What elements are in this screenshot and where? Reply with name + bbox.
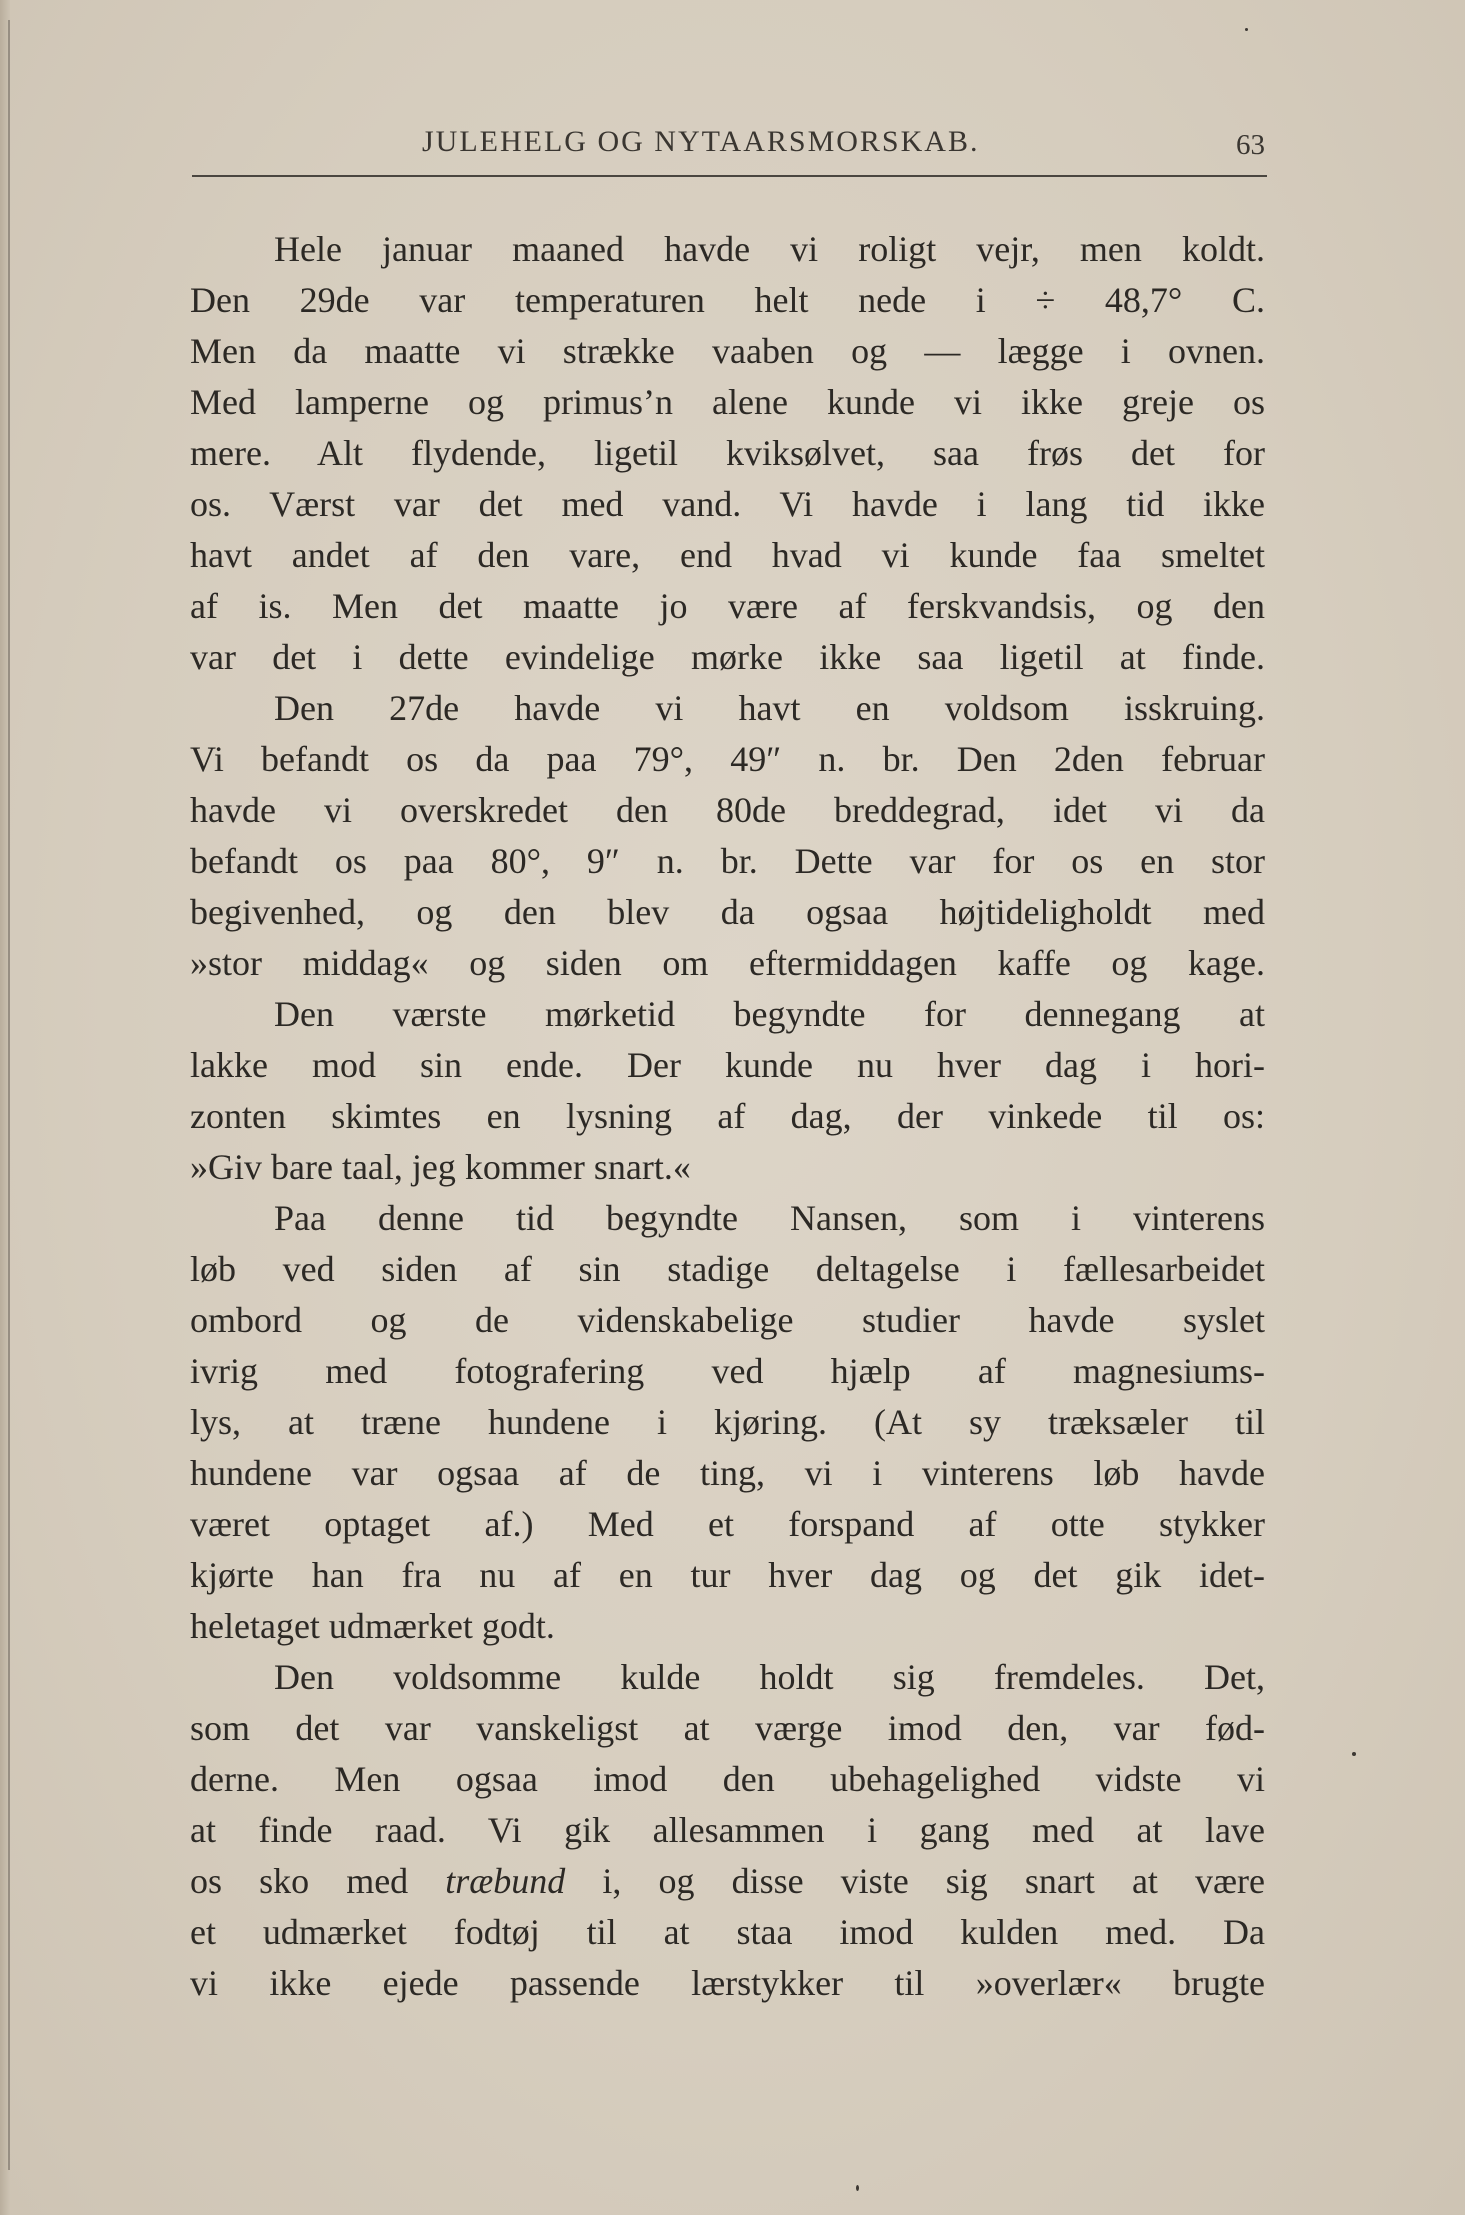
text-line: kjørte han fra nu af en tur hver dag og det gik idet- xyxy=(190,1555,1265,1595)
text-line: var det i dette evindelige mørke ikke saa ligetil at finde. xyxy=(190,637,1265,677)
text-line: som det var vanskeligst at værge imod den, var fød- xyxy=(190,1708,1265,1748)
text-line: Paa denne tid begyndte Nansen, som i vinterens xyxy=(274,1198,1265,1238)
text-line: lys, at træne hundene i kjøring. (At sy træksæler til xyxy=(190,1402,1265,1442)
text-line: lakke mod sin ende. Der kunde nu hver dag i hori- xyxy=(190,1045,1265,1085)
page-number: 63 xyxy=(1236,129,1265,161)
text-line: et udmærket fodtøj til at staa imod kulden med. Da xyxy=(190,1912,1265,1952)
running-title: JULEHELG OG NYTAARSMORSKAB. xyxy=(422,125,980,158)
text-line: hundene var ogsaa af de ting, vi i vinterens løb havde xyxy=(190,1453,1265,1493)
text-line: Den værste mørketid begyndte for dennegang at xyxy=(274,994,1265,1034)
text-line: derne. Men ogsaa imod den ubehagelighed vidste vi xyxy=(190,1759,1265,1799)
text-line: »stor middag« og siden om eftermiddagen kaffe og kage. xyxy=(190,943,1265,983)
text-line: af is. Men det maatte jo være af ferskvandsis, og den xyxy=(190,586,1265,626)
text-line: Men da maatte vi strække vaaben og — lægge i ovnen. xyxy=(190,331,1265,371)
text-line: havde vi overskredet den 80de breddegrad, idet vi da xyxy=(190,790,1265,830)
text-line: havt andet af den vare, end hvad vi kunde faa smeltet xyxy=(190,535,1265,575)
body-text xyxy=(190,224,1265,2009)
speck xyxy=(1352,1752,1356,1756)
text-line: heletaget udmærket godt. xyxy=(190,1606,555,1646)
text-line: begivenhed, og den blev da ogsaa højtideligholdt med xyxy=(190,892,1265,932)
text-line: at finde raad. Vi gik allesammen i gang med at lave xyxy=(190,1810,1265,1850)
text-line: Vi befandt os da paa 79°, 49″ n. br. Den 2den februar xyxy=(190,739,1265,779)
text-line: »Giv bare taal, jeg kommer snart.« xyxy=(190,1147,691,1187)
text-line xyxy=(190,1856,1265,1907)
text-segment: os sko med xyxy=(190,1861,446,1901)
text-line: Den 29de var temperaturen helt nede i ÷ 48,7° C. xyxy=(190,280,1265,320)
header-rule xyxy=(192,175,1267,177)
page-header xyxy=(190,125,1265,165)
text-line: Den voldsomme kulde holdt sig fremdeles. Det, xyxy=(274,1657,1265,1697)
text-line: Den 27de havde vi havt en voldsom isskruing. xyxy=(274,688,1265,728)
text-line: befandt os paa 80°, 9″ n. br. Dette var for os en stor xyxy=(190,841,1265,881)
text-line: Med lamperne og primus’n alene kunde vi ikke greje os xyxy=(190,382,1265,422)
speck xyxy=(856,2185,859,2191)
text-line: vi ikke ejede passende lærstykker til »overlær« brugte xyxy=(190,1963,1265,2003)
text-line: mere. Alt flydende, ligetil kviksølvet, saa frøs det for xyxy=(190,433,1265,473)
text-line: Hele januar maaned havde vi roligt vejr, men koldt. xyxy=(274,229,1265,269)
text-line: løb ved siden af sin stadige deltagelse i fællesarbeidet xyxy=(190,1249,1265,1289)
text-segment: i, og disse viste sig snart at være xyxy=(565,1861,1265,1901)
speck xyxy=(1245,28,1248,31)
italic-word: træbund xyxy=(445,1861,566,1901)
binding-line xyxy=(8,20,10,2170)
text-line: zonten skimtes en lysning af dag, der vinkede til os: xyxy=(190,1096,1265,1136)
text-line: os. Værst var det med vand. Vi havde i lang tid ikke xyxy=(190,484,1265,524)
text-line: været optaget af.) Med et forspand af otte stykker xyxy=(190,1504,1265,1544)
text-line: ivrig med fotografering ved hjælp af magnesiums- xyxy=(190,1351,1265,1391)
text-line: ombord og de videnskabelige studier havde syslet xyxy=(190,1300,1265,1340)
